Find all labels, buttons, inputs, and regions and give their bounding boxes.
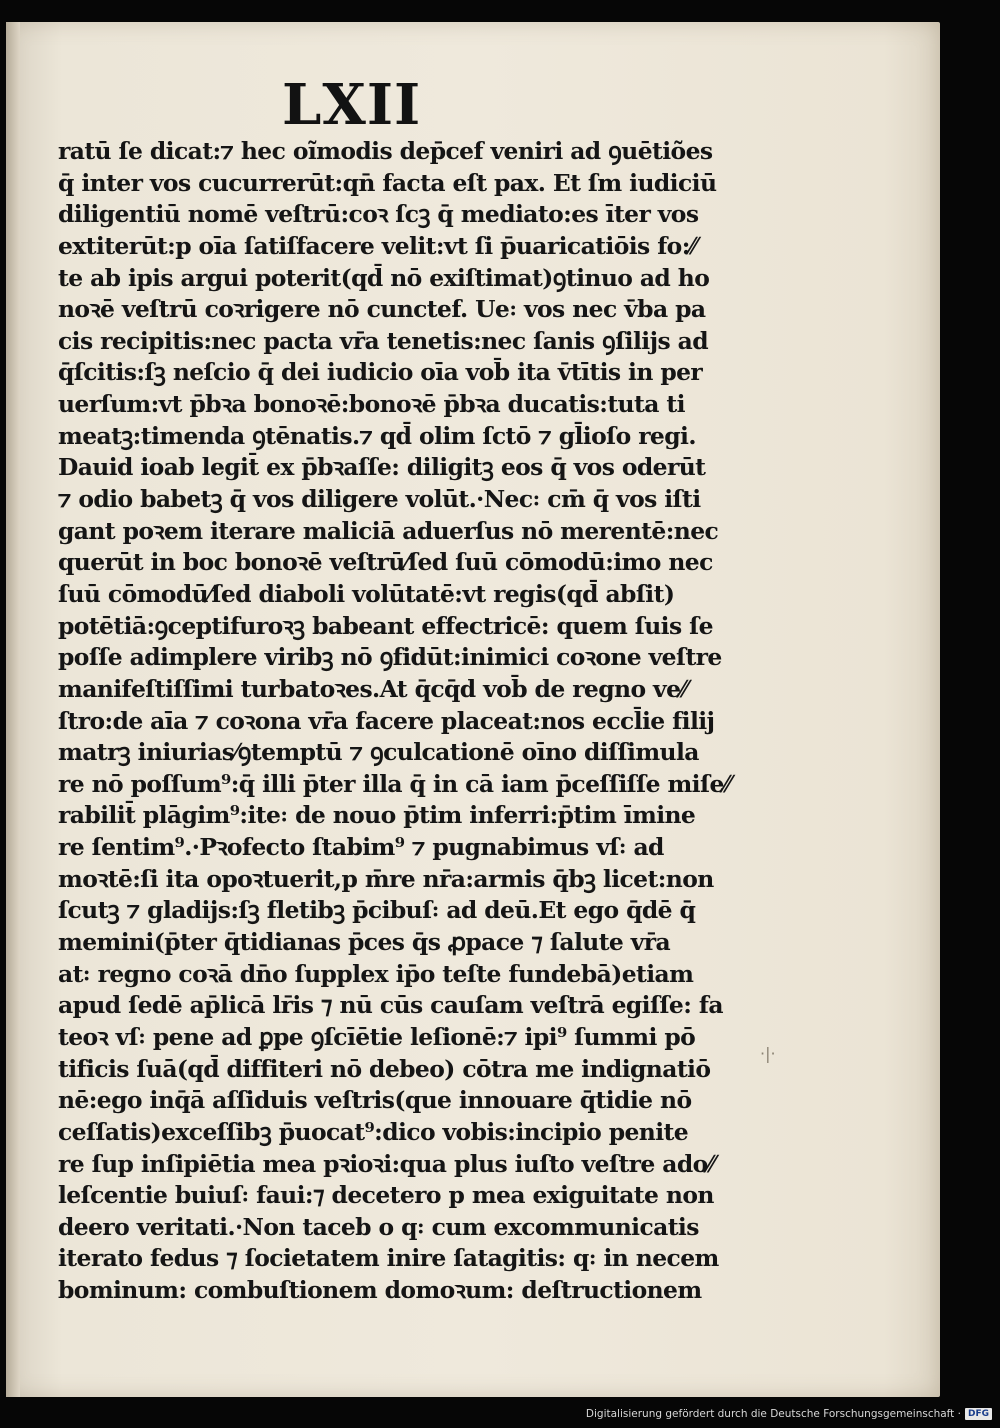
text-line: memini(p̄ter q̄tidianas p̄ces q̄s ꝓpace ⁊ ſalute vr̄a (58, 928, 671, 957)
text-block (58, 136, 748, 1307)
book-page (6, 22, 940, 1397)
text-line: rabilit̄ plāgim⁹:ite꞉ de nouo p̄tim inferri:p̄tim īmine (58, 801, 696, 830)
text-line: teoꝛ vſ꞉ pene ad ꝑpe ꝯſcīētie leſionē:⁊ ipi⁹ ſummi pō (58, 1022, 696, 1051)
page-gutter (6, 22, 20, 1397)
text-line: moꝛtē:ſi ita opoꝛtuerit,p m̄re nr̄a:armis q̄bꝫ licet:non (58, 864, 714, 893)
dfg-logo-icon: DFG (965, 1408, 992, 1420)
text-line: ſtro:de aīa ⁊ coꝛona vr̄a facere placeat:nos eccl̄ie filij (58, 706, 715, 735)
text-line: extiterūt:p oīa ſatiſfacere velit:vt ſi p̄uaricatiōis fo:⁄⁄ (58, 231, 697, 260)
text-line: uerſum:vt p̄bꝛa bonoꝛē:bonoꝛē p̄bꝛa ducatis:tuta ti (58, 390, 685, 419)
text-line: noꝛē veſtrū coꝛrigere nō cunctef. Ue꞉ vos nec v̄ba pa (58, 295, 706, 324)
text-line: deero veritati.·Non taceb o q꞉ cum excommunicatis (58, 1212, 699, 1241)
text-line: q̄ſcitis:ſꝫ neſcio q̄ dei iudicio oīa vob̄ ita v̄tītis in per (58, 358, 703, 387)
text-line: te ab ipis argui poterit(qd̄ nō exiſtimat)ꝯtinuo ad ho (58, 263, 710, 292)
text-line: ⁊ odio babetꝫ q̄ vos diligere volūt.·Nec꞉ cm̄ q̄ vos iſti (58, 485, 701, 514)
footer-credit (586, 1406, 992, 1422)
text-line: re ſup inſipiētia mea pꝛioꝛi:qua plus iuſto veſtre ado⁄⁄ (58, 1149, 715, 1178)
text-line: meatꝫ:timenda ꝯtēnatis.⁊ qd̄ olim ſctō ⁊ gl̄ioſo regi. (58, 421, 696, 450)
text-line: querūt in boc bonoꝛē veſtrū⁄ſed ſuū cōmodū:imo nec (58, 548, 713, 577)
text-line: poſſe adimplere viribꝫ nō ꝯfidūt:inimici coꝛone veſtre (58, 643, 722, 672)
text-line: matrꝫ iniurias⁄ꝯtemptū ⁊ ꝯculcationē oīno diſſimula (58, 738, 699, 767)
text-line: diligentiū nomē veſtrū:coꝛ ſcꝫ q̄ mediato:es īter vos (58, 200, 699, 229)
text-line: re nō poſſum⁹:q̄ illi p̄ter illa q̄ in cā iam p̄ceſſiſſe miſe⁄⁄ (58, 769, 731, 798)
text-line: apud ſedē ap̄licā lr̄is ⁊ nū cūs cauſam veſtrā egiſſe: fa (58, 991, 723, 1020)
text-line: ceſſatis)exceſſibꝫ p̄uocat⁹:dico vobis:incipio penite (58, 1117, 689, 1146)
text-line: Dauid ioab legit̄ ex p̄bꝛaſſe: diligitꝫ eos q̄ vos oderūt (58, 453, 706, 482)
folio-number: LXII (282, 72, 422, 138)
text-line: bominum: combuſtionem domoꝛum: deſtructionem (58, 1276, 702, 1305)
text-line: ſcutꝫ ⁊ gladijs:ſꝫ fletibꝫ p̄cibuſ꞉ ad deū.Et ego q̄dē q̄ (58, 896, 696, 925)
text-line: cis recipitis:nec pacta vr̄a tenetis:nec ſanis ꝯſilijs ad (58, 326, 708, 355)
text-line: iterato fedus ⁊ ſocietatem inire ſatagitis: q꞉ in necem (58, 1244, 719, 1273)
text-line: nē:ego inq̄ā aſſiduis veſtris(que innouare q̄tidie nō (58, 1086, 692, 1115)
text-line: q̄ inter vos cucurrerūt:qn̄ facta eſt pax. Et ſm iudiciū (58, 168, 717, 197)
margin-mark: ·|· (760, 1044, 776, 1063)
text-line: ſuū cōmodū⁄ſed diaboli volūtatē:vt regis(qd̄ abſit) (58, 579, 675, 608)
text-line: at꞉ regno coꝛā dn̄o ſupplex ip̄o teſte fundebā)etiam (58, 959, 694, 988)
footer-text: Digitalisierung gefördert durch die Deutsche Forschungsgemeinschaft · (585, 1408, 961, 1420)
text-line: re ſentim⁹.·Pꝛofecto ſtabim⁹ ⁊ pugnabimus vſ꞉ ad (58, 833, 664, 862)
text-line: leſcentie buiuſ꞉ faui:⁊ decetero p mea exiguitate non (58, 1181, 714, 1210)
text-line: ratū ſe dicat:⁊ hec oĩmodis dep̄cef veniri ad ꝯuētiões (58, 137, 713, 165)
text-line: manifeſtiſſimi turbatoꝛes.At q̄cq̄d vob̄ de regno ve⁄⁄ (58, 674, 688, 703)
text-line: tificis ſuā(qd̄ diffiteri nō debeo) cōtra me indignatiō (58, 1054, 711, 1083)
text-line: potētiā:ꝯceptifuroꝛꝫ babeant effectricē: quem ſuis ſe (58, 611, 713, 640)
text-line: gant poꝛem iterare maliciā aduerſus nō merentē:nec (58, 516, 719, 545)
